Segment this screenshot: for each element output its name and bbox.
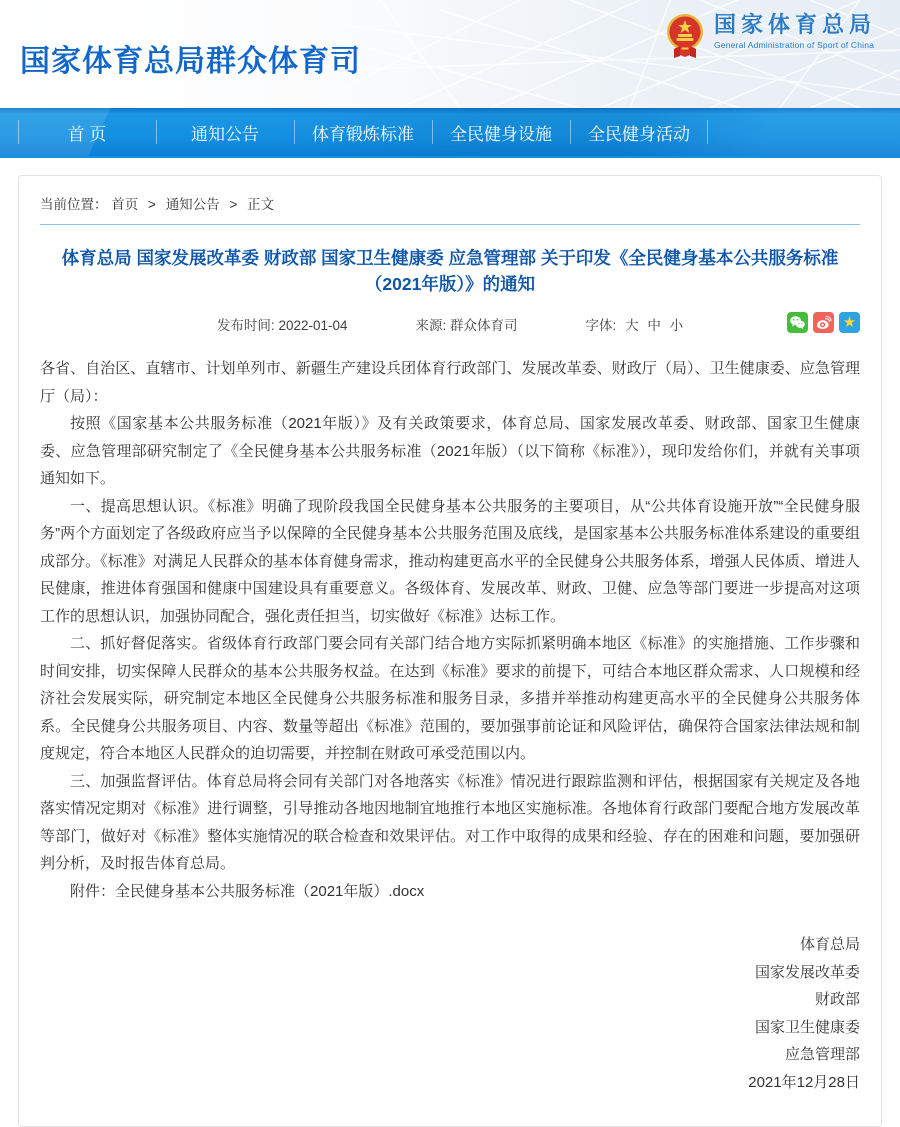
breadcrumb [40,176,860,225]
breadcrumb-home-link[interactable]: 首页 [111,197,139,212]
paragraph-section-1: 一、提高思想认识。《标准》明确了现阶段我国全民健身基本公共服务的主要项目，从“公共体育设施开放”“全民健身服务”两个方面划定了各级政府应当予以保障的全民健身基本公共服务范围及底线，是国家基本公共服务标准体系建设的重要组成部分。《标准》对满足人民群众的基本体育健身需求，推动构建更高水平的全民健身公共服务体系，增强人民体质、增进人民健康，推进体育强国和健康中国建设具有重要意义。各级体育、发展改革、财政、卫健、应急等部门要进一步提高对这项工作的思想认识，加强协同配合，强化责任担当，切实做好《标准》达标工作。 [40,497,860,625]
breadcrumb-section-link[interactable]: 通知公告 [165,197,220,212]
signature-line: 应急管理部 [784,1046,860,1063]
content-box [18,175,882,1127]
breadcrumb-separator: > [148,197,156,212]
signature-line: 体育总局 [799,936,860,953]
logo-text-en: General Administration of Sport of China [713,40,875,50]
attachment-label: 附件： [70,882,116,900]
weibo-share-icon[interactable] [813,312,834,333]
nav-item-notices[interactable]: 通知公告 [156,108,294,156]
paragraph-salutation: 各省、自治区、直辖市、计划单列市、新疆生产建设兵团体育行政部门、发展改革委、财政厅（局）、卫生健康委、应急管理厅（局）： [40,360,860,405]
font-size-large[interactable]: 大 [625,318,639,333]
signature-date: 2021年12月28日 [748,1073,860,1091]
signature-line: 国家卫生健康委 [754,1018,860,1036]
main-navigation [0,108,900,158]
page-title: 国家体育总局群众体育司 [20,45,361,78]
font-size-control: 字体: 大 中 小 [585,318,684,333]
article-meta [40,312,860,336]
logo-text-cn: 国家体育总局 [713,12,876,37]
signature-line: 国家发展改革委 [754,963,860,981]
breadcrumb-current: 正文 [247,197,275,212]
signature-line: 财政部 [814,991,860,1008]
paragraph-section-2: 二、抓好督促落实。省级体育行政部门要会同有关部门结合地方实际抓紧明确本地区《标准》的实施措施、工作步骤和时间安排，切实保障人民群众的基本公共服务权益。在达到《标准》要求的前提下，可结合本地区群众需求、人口规模和经济社会发展实际，研究制定本地区全民健身公共服务标准和服务目录，多措并举推动构建更高水平的全民健身公共服务体系。全民健身公共服务项目、内容、数量等超出《标准》范围的，要加强事前论证和风险评估，确保符合国家法律法规和制度规定，符合本地区人民群众的迫切需要，并控制在财政可承受范围以内。 [40,635,860,762]
national-emblem-icon [664,12,706,60]
qzone-share-icon[interactable] [839,312,860,333]
breadcrumb-separator: > [229,197,238,212]
nav-item-fitness-facilities[interactable]: 全民健身设施 [432,108,570,156]
gasc-logo[interactable] [664,12,876,60]
attachment-line [40,878,860,906]
star-glyph: ★ [842,314,857,331]
font-size-medium[interactable]: 中 [647,318,661,333]
publish-time: 发布时间: 2022-01-04 [216,318,348,333]
paragraph-intro: 按照《国家基本公共服务标准（2021年版）》及有关政策要求，体育总局、国家发展改革委、财政部、国家卫生健康委、应急管理部研究制定了《全民健身基本公共服务标准（2021年版）（以下简称《标准》），现印发给你们，并就有关事项通知如下。 [40,415,860,487]
wechat-share-icon[interactable] [787,312,808,333]
font-size-small[interactable]: 小 [669,318,684,333]
paragraph-section-3: 三、加强监督评估。体育总局将会同有关部门对各地落实《标准》情况进行跟踪监测和评估，根据国家有关规定及各地落实情况定期对《标准》进行调整，引导推动各地因地制宜地推行本地区实施标准。各地体育行政部门要配合地方发展改革等部门，做好对《标准》整体实施情况的联合检查和效果评估。对工作中取得的成果和经验、存在的困难和问题，要加强研判分析，及时报告体育总局。 [40,772,860,872]
nav-item-home[interactable]: 首 页 [18,108,156,156]
article-body [40,355,860,905]
share-buttons [787,312,860,333]
article-source: 来源: 群众体育司 [415,318,518,333]
site-header [0,0,900,108]
article-title: 体育总局 国家发展改革委 财政部 国家卫生健康委 应急管理部 关于印发《全民健身基本公共服务标准（2021年版）》的通知 [61,248,839,294]
nav-item-fitness-activities[interactable]: 全民健身活动 [570,108,708,156]
signature-block [40,931,860,1096]
nav-item-exercise-standards[interactable]: 体育锻炼标准 [294,108,432,156]
breadcrumb-label: 当前位置： [40,197,108,212]
attachment-file-link[interactable]: 全民健身基本公共服务标准（2021年版）.docx [115,882,425,900]
